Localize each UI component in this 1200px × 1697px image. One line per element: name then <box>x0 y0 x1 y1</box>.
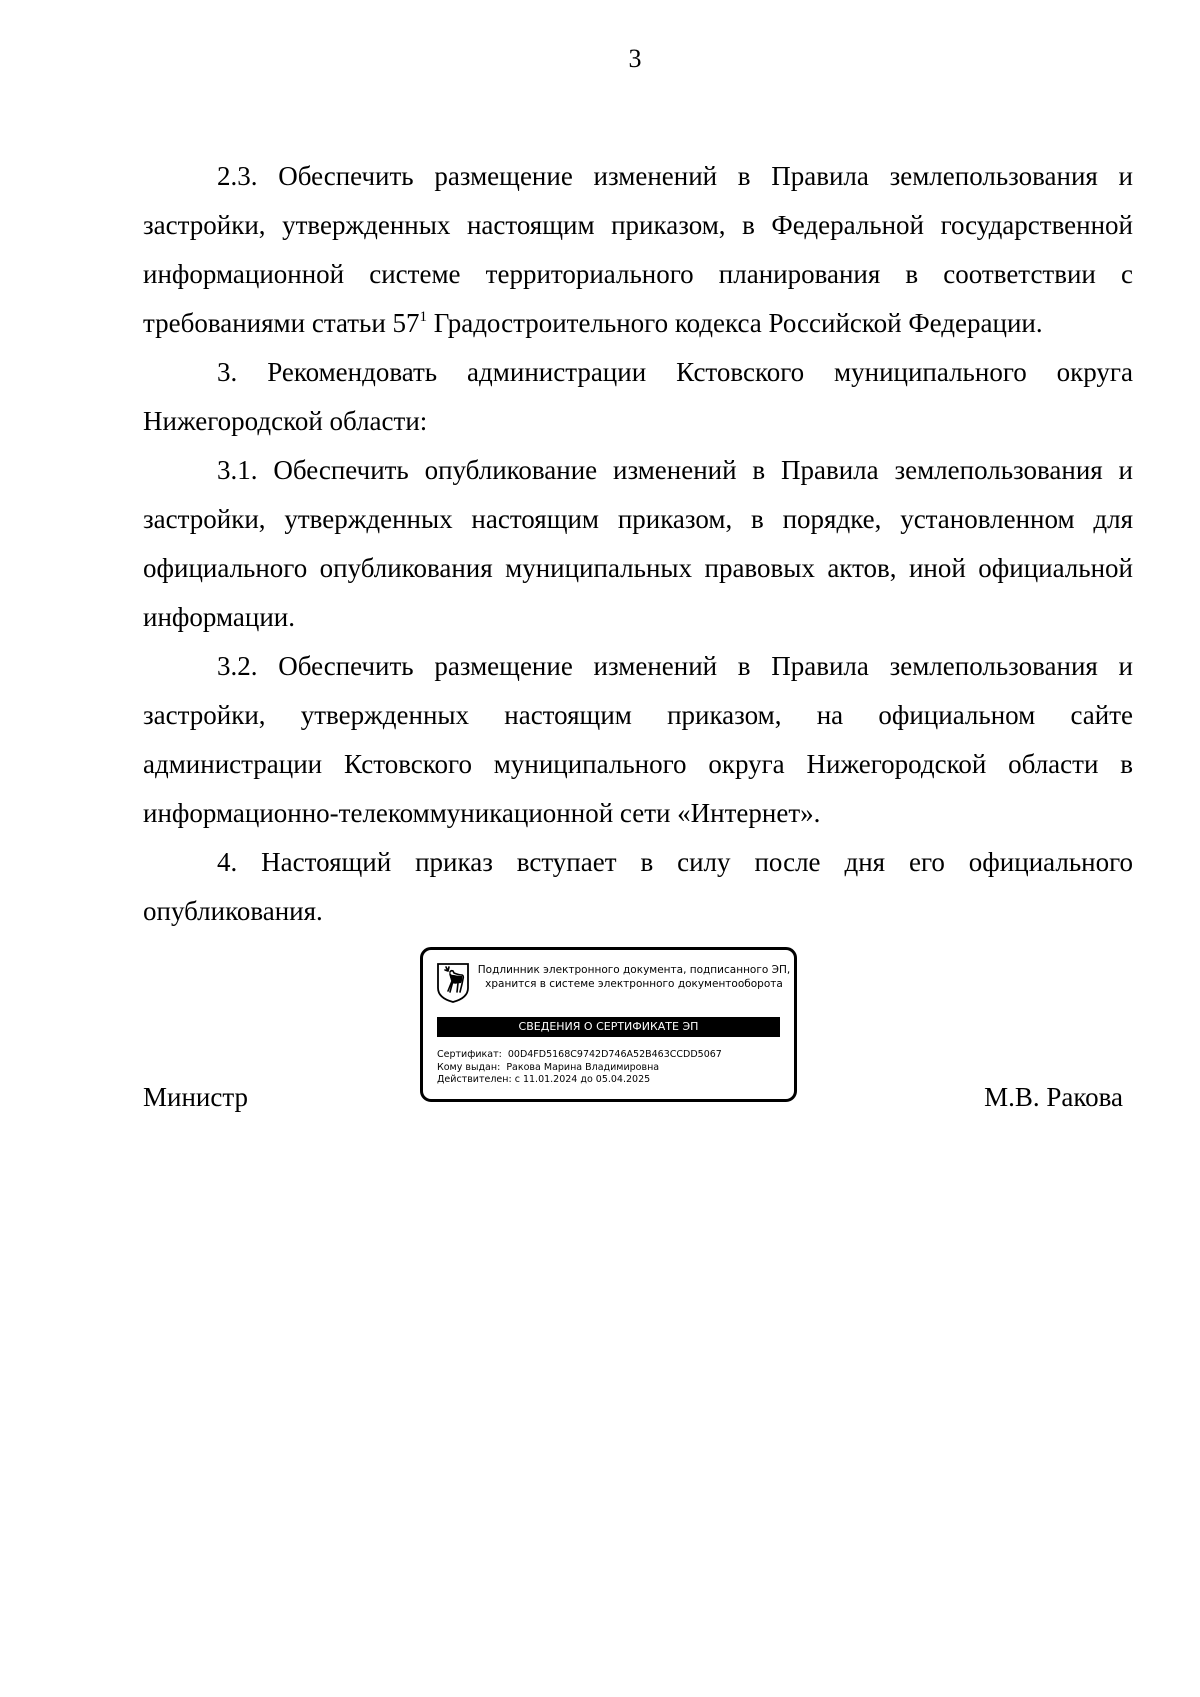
paragraph-2-3-text-end: Градостроительного кодекса Российской Федерации. <box>427 308 1043 338</box>
issued-to-row <box>437 1062 787 1075</box>
document-body <box>143 152 1133 936</box>
stamp-certificate-bar: СВЕДЕНИЯ О СЕРТИФИКАТЕ ЭП <box>437 1017 780 1037</box>
paragraph-3-1: 3.1. Обеспечить опубликование изменений в Правила землепользования и застройки, утвержденных настоящим приказом, в порядке, установленном для официального опубликования муниципальных правовых актов, иной официальной информации. <box>143 455 1133 632</box>
stamp-header-line-1: Подлинник электронного документа, подписанного ЭП, <box>477 964 791 976</box>
certificate-value: 00D4FD5168C9742D746A52B463CCDD5067 <box>507 1049 722 1060</box>
superscript-article-index: 1 <box>419 309 428 325</box>
stamp-header-line-2: хранится в системе электронного документооборота <box>485 978 783 990</box>
paragraph-3-2: 3.2. Обеспечить размещение изменений в Правила землепользования и застройки, утвержденных настоящим приказом, на официальном сайте администрации Кстовского муниципального округа Нижегородской области в информационно-телекоммуникационной сети «Интернет». <box>143 651 1133 828</box>
electronic-signature-stamp <box>420 947 797 1102</box>
certificate-row <box>437 1049 787 1062</box>
stamp-certificate-details <box>437 1049 787 1087</box>
paragraph-4: 4. Настоящий приказ вступает в силу после дня его официального опубликования. <box>143 847 1133 926</box>
paragraph-2-3 <box>143 152 1133 348</box>
signer-title: Министр <box>143 1082 248 1112</box>
certificate-label: Сертификат: <box>437 1049 502 1060</box>
nizhny-novgorod-deer-emblem-icon <box>436 962 470 1004</box>
issued-to-label: Кому выдан: <box>437 1061 501 1073</box>
valid-value: с 11.01.2024 до 05.04.2025 <box>514 1074 651 1085</box>
valid-label: Действителен: <box>437 1074 512 1085</box>
paragraph-3: 3. Рекомендовать администрации Кстовского муниципального округа Нижегородской области: <box>143 357 1133 436</box>
page-number: 3 <box>628 44 642 73</box>
valid-period-row <box>437 1074 787 1087</box>
paragraph-2-3-text: 2.3. Обеспечить размещение изменений в Правила землепользования и застройки, утвержденных настоящим приказом, в Федеральной государственной информационной системе территориального планирования в соответствии с требованиями статьи 57 <box>143 161 1133 338</box>
issued-to-value: Ракова Марина Владимировна <box>506 1061 660 1073</box>
signer-name: М.В. Ракова <box>984 1082 1123 1112</box>
stamp-header <box>475 963 793 991</box>
